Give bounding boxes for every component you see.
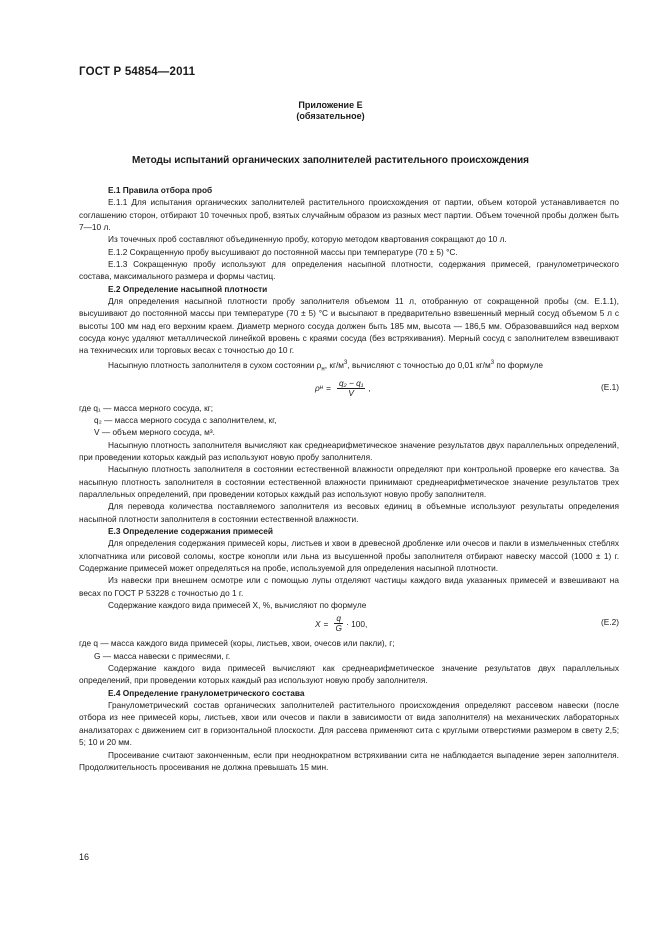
formula-number: (Е.2) xyxy=(601,617,619,628)
paragraph: Насыпную плотность заполнителя в состоянии естественной влажности определяют при контрольной проверке его качества. За насыпную плотность заполнителя в состоянии естественной влажности принимают среднеарифметическое значение результатов трех параллельных определений, при проведении которых каждый раз используют новую пробу заполнителя. xyxy=(79,464,619,499)
formula-e2 xyxy=(79,612,619,634)
section-heading-e3: Е.3 Определение содержания примесей xyxy=(108,526,274,537)
section-heading-e2: Е.2 Определение насыпной плотности xyxy=(108,283,268,294)
section-heading-e1: Е.1 Правила отбора проб xyxy=(108,185,213,195)
paragraph: Е.1.1 Для испытания органических заполнителей растительного происхождения от партии, объем которой устанавливается по соглашению сторон, отбирают 10 точечных проб, взятых случайным образом из разных мест партии. Объем точечной пробы должен быть 7—10 л. xyxy=(79,197,619,233)
paragraph-density-formula-intro: Насыпную плотность заполнителя в сухом состоянии $\rho_н$, $кг/м^3$, вычисляют с точностью до 0,01 $кг/м^3$ по формуле xyxy=(108,359,544,373)
paragraph: Просеивание считают законченным, если при неоднократном встряхивании сита не наблюдается выпадение зерен заполнителя. Продолжительность просеивания не должна превышать 15 мин. xyxy=(79,749,619,772)
page-number: 16 xyxy=(79,852,90,862)
paragraph: Содержание каждого вида примесей X, %, вычисляют по формуле xyxy=(108,600,367,611)
body-text xyxy=(79,184,619,773)
paragraph: Для определения насыпной плотности пробу заполнителя объемом 11 л, отобранную от сокращенной пробы (см. Е.1.1), высушивают до постоянной массы при температуре (70 ± 5) °С и высыпают в предварительно взвешенный мерный сосуд объемом 5 л с высоты 100 мм над его верхним краем. Диаметр мерного сосуда должен быть 185 мм, высота — 186,5 мм. Образовавшийся над верхом сосуда конус удаляют металлической линейкой вровень с краями сосуда (без встряхивания). Мерный сосуд с заполнителем взвешивают на технических или торговых весах с точностью до 10 г. xyxy=(79,296,619,356)
paragraph: Е.1.3 Сокращенную пробу используют для определения насыпной плотности, содержания примесей, гранулометрического состава, максимального размера и формы частиц. xyxy=(79,259,619,282)
formula-expression: X = $\frac{q}{G}$ · 100, xyxy=(315,613,368,634)
formula-fraction: $\frac{\text{q₂ − q₁}}{V}$ xyxy=(338,377,364,398)
formula-number: (Е.1) xyxy=(601,381,619,392)
definition-line: G — масса навески с примесями, г. xyxy=(94,650,231,661)
formula-fraction: $\frac{q}{G}$ xyxy=(335,613,342,634)
paragraph: Гранулометрический состав органических заполнителей растительного происхождения определяют рассевом навески (после отбора из нее примесей коры, листьев, хвои или очесов и пакли в зависимости от вида заполнителя) на механических лабораторных анализаторах с движением сит в горизонтальной плоскости. Для рассева применяют сита с круглыми отверстиями размером в свету 2,5; 5; 10 и 20 мм. xyxy=(79,700,619,748)
formula-e1 xyxy=(79,377,619,399)
definition-line: V — объем мерного сосуда, м³. xyxy=(94,427,215,438)
paragraph: Из навески при внешнем осмотре или с помощью лупы отделяют частицы каждого вида указанных примесей и взвешивают на весах по ГОСТ Р 53228 с точностью до 1 г. xyxy=(79,575,619,598)
annex-label: Приложение Е xyxy=(298,100,363,110)
definition-line: где q₁ — масса мерного сосуда, кг; xyxy=(79,402,214,413)
definition-line: где q — масса каждого вида примесей (коры, листьев, хвои, очесов или пакли), г; xyxy=(79,638,395,649)
paragraph: Из точечных проб составляют объединенную пробу, которую методом квартования сокращают до 10 л. xyxy=(108,234,507,245)
paragraph: Е.1.2 Сокращенную пробу высушивают до постоянной массы при температуре (70 ± 5) °С. xyxy=(108,246,458,257)
paragraph: Для перевода количества поставляемого заполнителя из весовых единиц в объемные используют результаты определения насыпной плотности заполнителя в состоянии естественной влажности. xyxy=(79,501,619,524)
annex-title: Методы испытаний органических заполнителей растительного происхождения xyxy=(132,155,529,166)
annex-status: (обязательное) xyxy=(296,111,365,121)
document-header: ГОСТ Р 54854—2011 xyxy=(79,66,196,78)
formula-expression: ρ н = $\frac{\text{q₂ − q₁}}{V}$ , xyxy=(315,377,371,398)
section-heading-e4: Е.4 Определение гранулометрического состава xyxy=(108,687,305,698)
paragraph: Содержание каждого вида примесей вычисляют как среднеарифметическое значение результатов двух параллельных определений, при проведении которых каждый раз используют новую пробу заполнителя. xyxy=(79,663,619,686)
definition-line: q₂ — масса мерного сосуда с заполнителем, кг, xyxy=(94,414,277,425)
paragraph: Насыпную плотность заполнителя вычисляют как среднеарифметическое значение результатов двух параллельных определений, при проведении которых каждый раз используют новую пробу заполнителя. xyxy=(79,439,619,462)
paragraph: Для определения содержания примесей коры, листьев и хвои в древесной дробленке или очесов и пакли в измельченных стеблях хлопчатника или рисовой соломы, костре конопли или льна из высушенной пробы заполнителя отбирают навеску массой (1000 ± 1) г. Содержание примесей может определяться на пробе, используемой для определения насыпной плотности. xyxy=(79,538,619,574)
